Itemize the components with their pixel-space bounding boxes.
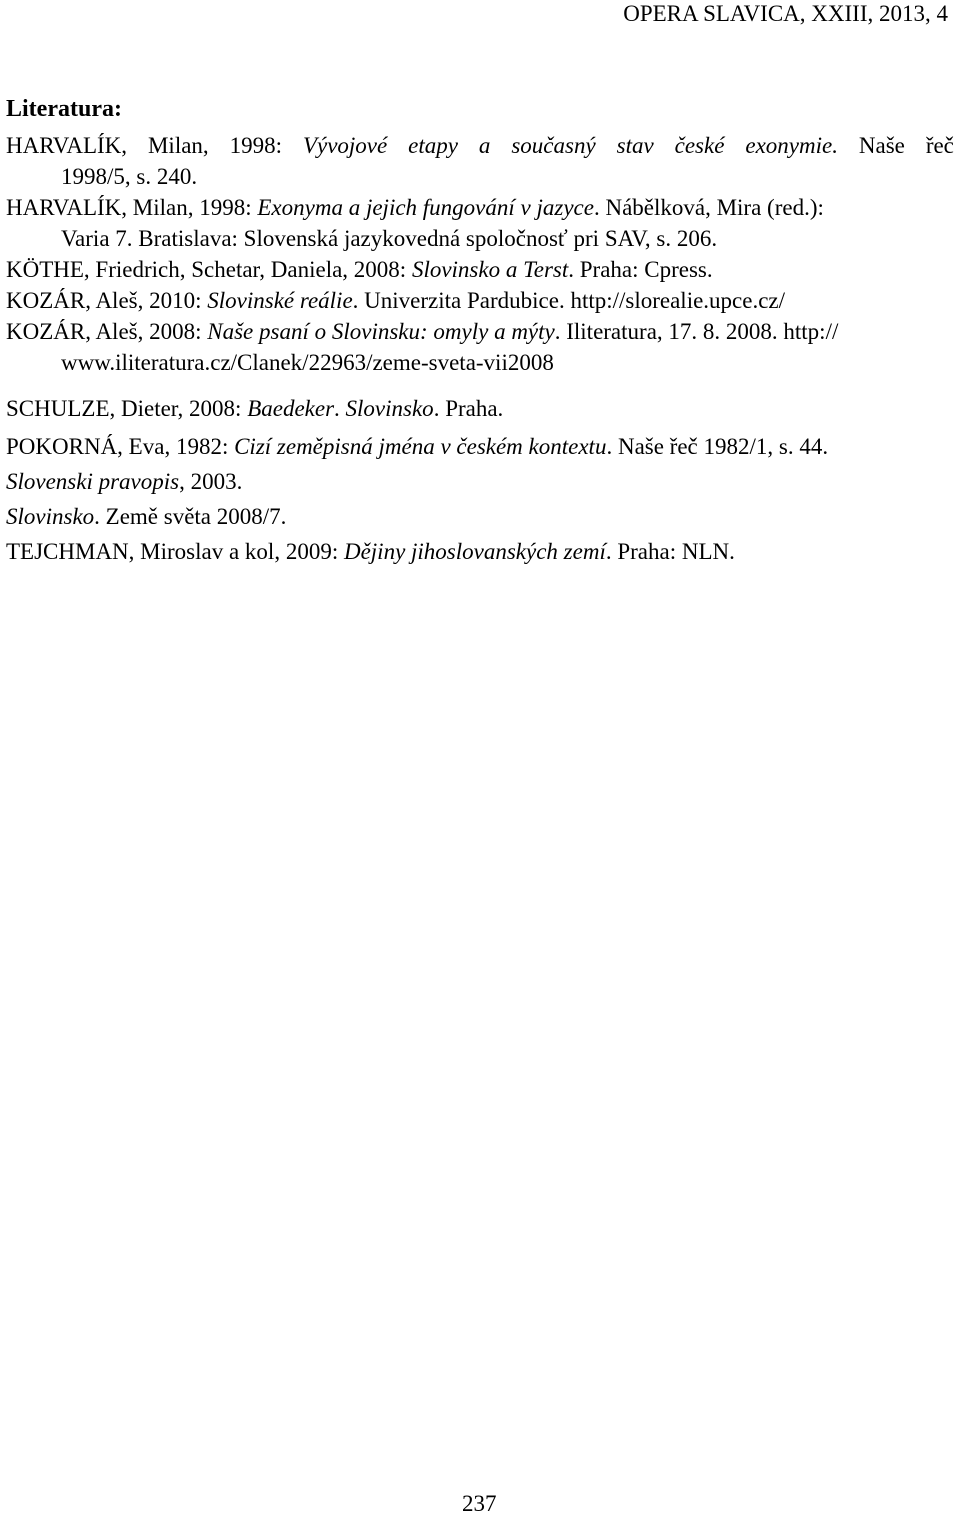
section-heading: Literatura:: [6, 96, 122, 122]
reference-title: Dějiny jihoslovanských zemí: [343, 539, 606, 564]
reference-item: KOZÁR, Aleš, 2008: Naše psaní o Slovinsku: omyly a mýty. Iliteratura, 17. 8. 2008. http:// www.iliteratura.cz/Clanek/22963/zeme-sveta-vii2008: [6, 316, 954, 378]
reference-continuation: www.iliteratura.cz/Clanek/22963/zeme-sveta-vii2008: [61, 350, 554, 375]
reference-item: POKORNÁ, Eva, 1982: Cizí zeměpisná jména v českém kontextu. Naše řeč 1982/1, s. 44.: [6, 434, 829, 459]
reference-title: Slovinsko: [345, 396, 434, 421]
reference-item: [6, 130, 954, 192]
reference-title: Baedeker: [247, 396, 335, 421]
reference-item: KÖTHE, Friedrich, Schetar, Daniela, 2008: Slovinsko a Terst. Praha: Cpress.: [6, 257, 713, 282]
reference-continuation: Varia 7. Bratislava: Slovenská jazykovedná spoločnosť pri SAV, s. 206.: [61, 226, 718, 251]
reference-item: HARVALÍK, Milan, 1998: Exonyma a jejich fungování v jazyce. Nábělková, Mira (red.): Varia 7. Bratislava: Slovenská jazykovedná spoločnosť pri SAV, s. 206.: [6, 192, 954, 254]
reference-title: Exonyma a jejich fungování v jazyce: [257, 195, 594, 220]
reference-title: Slovenski pravopis: [6, 469, 180, 494]
page-number: 237: [462, 1491, 497, 1516]
reference-title: Slovinské reálie: [207, 288, 353, 313]
reference-item: Slovinsko. Země světa 2008/7.: [6, 504, 287, 529]
reference-item: SCHULZE, Dieter, 2008: Baedeker. Slovinsko. Praha.: [6, 396, 504, 421]
reference-item: TEJCHMAN, Miroslav a kol, 2009: Dějiny jihoslovanských zemí. Praha: NLN.: [6, 539, 735, 564]
reference-title: Slovinsko: [6, 504, 95, 529]
reference-list: [6, 130, 954, 567]
reference-title: Naše psaní o Slovinsku: omyly a mýty: [207, 319, 555, 344]
reference-item: Slovenski pravopis, 2003.: [6, 469, 243, 494]
reference-continuation: 1998/5, s. 240.: [61, 164, 198, 189]
reference-title: Slovinsko a Terst: [411, 257, 569, 282]
reference-line: HARVALÍK, Milan, 1998: Vývojové etapy a současný stav české exonymie. Naše řeč: [6, 133, 954, 158]
reference-item: KOZÁR, Aleš, 2010: Slovinské reálie. Univerzita Pardubice. http://slorealie.upce.cz/: [6, 288, 786, 313]
running-head: OPERA SLAVICA, XXIII, 2013, 4: [623, 1, 948, 26]
reference-title: Cizí zeměpisná jména v českém kontextu: [234, 434, 607, 459]
